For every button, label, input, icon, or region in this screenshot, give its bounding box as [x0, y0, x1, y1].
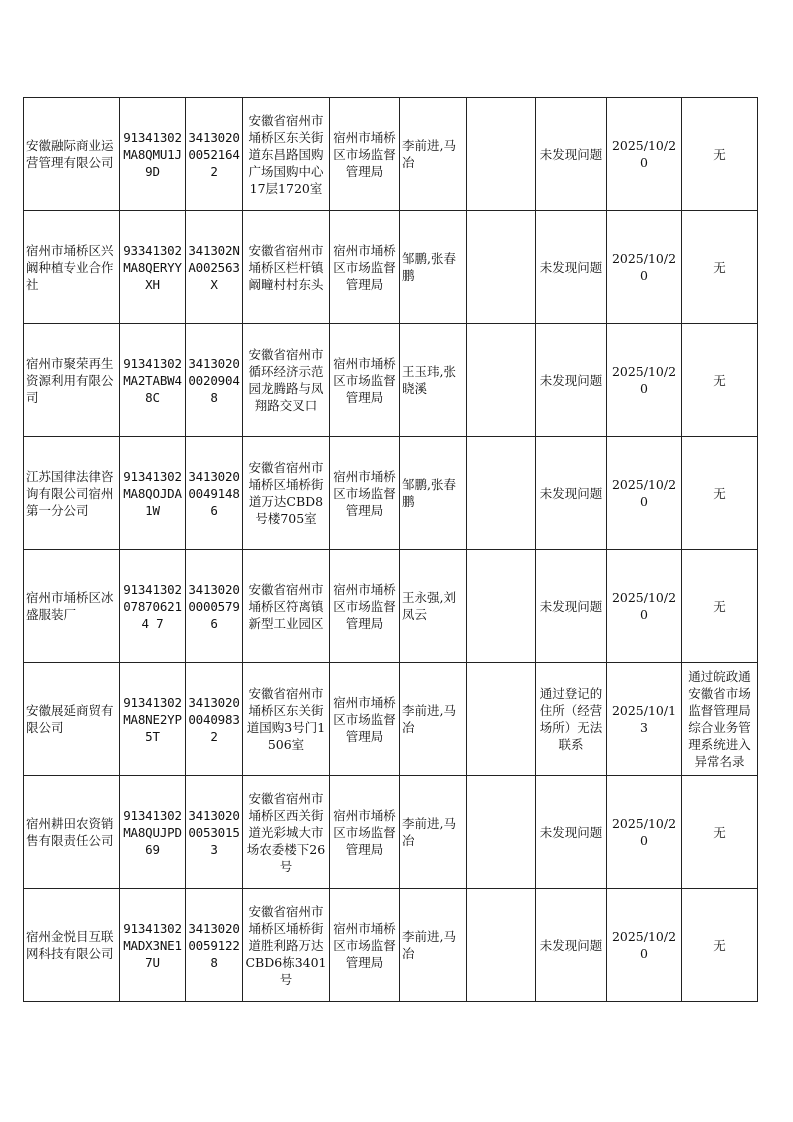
inspectors-cell: 邹鹏,张春鹏: [400, 211, 467, 324]
inspectors-cell: 王永强,刘凤云: [400, 550, 467, 663]
action-cell: 无: [682, 889, 758, 1002]
credit-code-cell: 93341302MA8QERYYXH: [120, 211, 186, 324]
credit-code-cell: 91341302MA2TABW48C: [120, 324, 186, 437]
company-name-cell: 安徽融际商业运营管理有限公司: [24, 98, 120, 211]
authority-cell: 宿州市埇桥区市场监督管理局: [330, 437, 400, 550]
authority-cell: 宿州市埇桥区市场监督管理局: [330, 663, 400, 776]
table-row: [24, 663, 758, 776]
authority-cell: 宿州市埇桥区市场监督管理局: [330, 889, 400, 1002]
address-cell: 安徽省宿州市埇桥区符离镇新型工业园区: [243, 550, 330, 663]
credit-code-cell: 91341302MA8QUJPD69: [120, 776, 186, 889]
result-cell: 未发现问题: [536, 437, 607, 550]
result-cell: 未发现问题: [536, 550, 607, 663]
result-cell: 未发现问题: [536, 324, 607, 437]
result-cell: 未发现问题: [536, 98, 607, 211]
table-row: [24, 211, 758, 324]
address-cell: 安徽省宿州市埇桥区东关街道东昌路国购广场国购中心17层1720室: [243, 98, 330, 211]
address-cell: 安徽省宿州市埇桥区埇桥街道胜利路万达CBD6栋3401号: [243, 889, 330, 1002]
result-cell: 未发现问题: [536, 889, 607, 1002]
table-body: [24, 98, 758, 1002]
blank-cell: [467, 776, 536, 889]
table-row: [24, 437, 758, 550]
registration-number-cell: 341302000530153: [186, 776, 243, 889]
address-cell: 安徽省宿州市埇桥区西关街道光彩城大市场农委楼下26号: [243, 776, 330, 889]
inspectors-cell: 李前进,马冶: [400, 776, 467, 889]
action-cell: 无: [682, 324, 758, 437]
address-cell: 安徽省宿州市埇桥区埇桥街道万达CBD8号楼705室: [243, 437, 330, 550]
date-cell: 2025/10/20: [607, 324, 682, 437]
authority-cell: 宿州市埇桥区市场监督管理局: [330, 211, 400, 324]
blank-cell: [467, 437, 536, 550]
action-cell: 无: [682, 211, 758, 324]
authority-cell: 宿州市埇桥区市场监督管理局: [330, 324, 400, 437]
action-cell: 无: [682, 98, 758, 211]
registration-number-cell: 341302000409832: [186, 663, 243, 776]
company-name-cell: 宿州耕田农资销售有限责任公司: [24, 776, 120, 889]
table-row: [24, 889, 758, 1002]
credit-code-cell: 91341302MA8QMU1J9D: [120, 98, 186, 211]
inspection-table: [23, 97, 758, 1002]
address-cell: 安徽省宿州市循环经济示范园龙腾路与凤翔路交叉口: [243, 324, 330, 437]
action-cell: 无: [682, 776, 758, 889]
company-name-cell: 宿州市埇桥区兴阚种植专业合作社: [24, 211, 120, 324]
action-cell: 无: [682, 437, 758, 550]
table-row: [24, 776, 758, 889]
inspectors-cell: 邹鹏,张春鹏: [400, 437, 467, 550]
authority-cell: 宿州市埇桥区市场监督管理局: [330, 776, 400, 889]
address-cell: 安徽省宿州市埇桥区东关街道国购3号门1506室: [243, 663, 330, 776]
table-row: [24, 98, 758, 211]
registration-number-cell: 341302000005796: [186, 550, 243, 663]
company-name-cell: 宿州金悦目互联网科技有限公司: [24, 889, 120, 1002]
date-cell: 2025/10/20: [607, 98, 682, 211]
registration-number-cell: 341302000521642: [186, 98, 243, 211]
company-name-cell: 宿州市埇桥区冰盛服装厂: [24, 550, 120, 663]
date-cell: 2025/10/20: [607, 550, 682, 663]
action-cell: 通过皖政通安徽省市场监督管理局综合业务管理系统进入异常名录: [682, 663, 758, 776]
action-cell: 无: [682, 550, 758, 663]
inspectors-cell: 李前进,马冶: [400, 98, 467, 211]
registration-number-cell: 341302000209048: [186, 324, 243, 437]
date-cell: 2025/10/20: [607, 776, 682, 889]
registration-number-cell: 341302000491486: [186, 437, 243, 550]
date-cell: 2025/10/13: [607, 663, 682, 776]
authority-cell: 宿州市埇桥区市场监督管理局: [330, 98, 400, 211]
result-cell: 未发现问题: [536, 776, 607, 889]
date-cell: 2025/10/20: [607, 889, 682, 1002]
table-row: [24, 324, 758, 437]
result-cell: 通过登记的住所（经营场所）无法联系: [536, 663, 607, 776]
inspectors-cell: 王玉玮,张晓溪: [400, 324, 467, 437]
credit-code-cell: 91341302MADX3NE17U: [120, 889, 186, 1002]
inspectors-cell: 李前进,马冶: [400, 889, 467, 1002]
blank-cell: [467, 889, 536, 1002]
address-cell: 安徽省宿州市埇桥区栏杆镇阚疃村村东头: [243, 211, 330, 324]
inspectors-cell: 李前进,马冶: [400, 663, 467, 776]
company-name-cell: 江苏国律法律咨询有限公司宿州第一分公司: [24, 437, 120, 550]
blank-cell: [467, 211, 536, 324]
credit-code-cell: 91341302078706214 7: [120, 550, 186, 663]
company-name-cell: 宿州市聚荣再生资源利用有限公司: [24, 324, 120, 437]
authority-cell: 宿州市埇桥区市场监督管理局: [330, 550, 400, 663]
result-cell: 未发现问题: [536, 211, 607, 324]
credit-code-cell: 91341302MA8QOJDA1W: [120, 437, 186, 550]
company-name-cell: 安徽展延商贸有限公司: [24, 663, 120, 776]
date-cell: 2025/10/20: [607, 437, 682, 550]
blank-cell: [467, 324, 536, 437]
registration-number-cell: 341302NA002563X: [186, 211, 243, 324]
table-row: [24, 550, 758, 663]
credit-code-cell: 91341302MA8NE2YP5T: [120, 663, 186, 776]
registration-number-cell: 341302000591228: [186, 889, 243, 1002]
blank-cell: [467, 550, 536, 663]
date-cell: 2025/10/20: [607, 211, 682, 324]
blank-cell: [467, 98, 536, 211]
blank-cell: [467, 663, 536, 776]
